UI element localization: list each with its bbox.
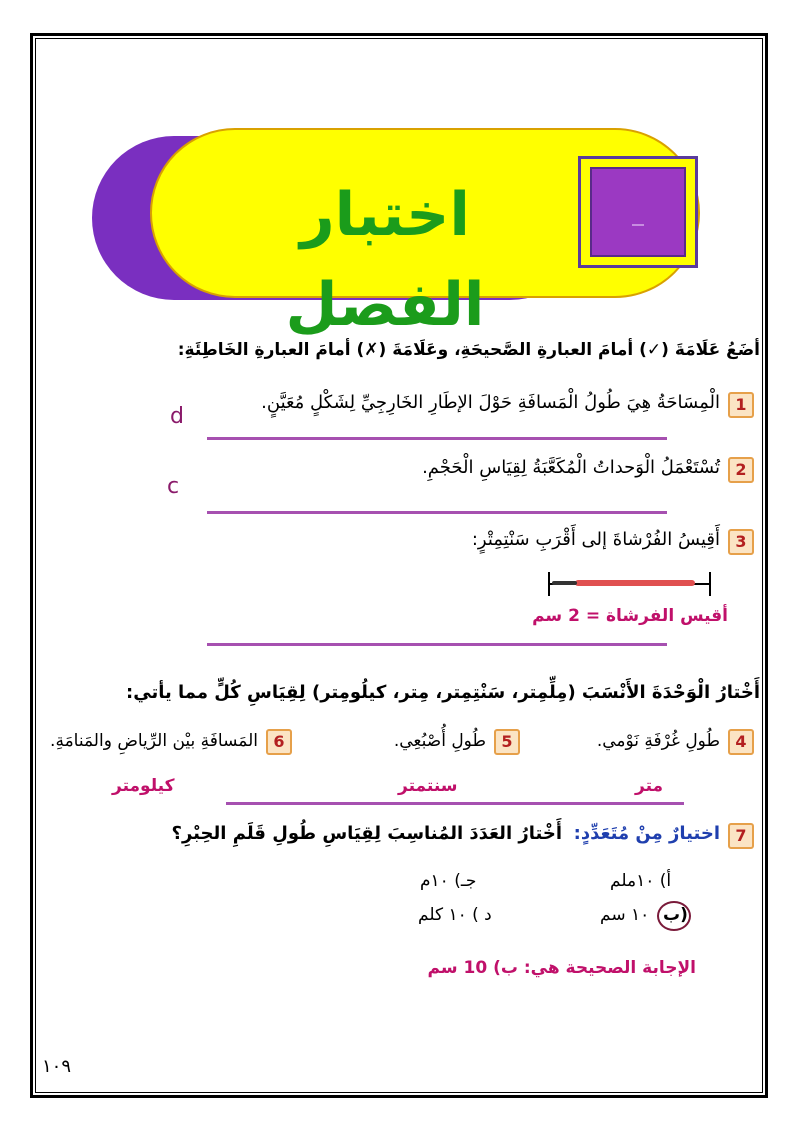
answer-line-2 (207, 511, 667, 514)
question-2-text: تُسْتَعْمَلُ الْوَحداتُ الْمُكَعَّبَةُ لِقِيَاسِ الْحَجْمِ. (422, 457, 720, 478)
question-7-answer: الإجابة الصحيحة هي: ب) 10 سم (427, 958, 696, 978)
true-false-instruction: أضَعُ عَلَامَةَ (✓) أمامَ العبارةِ الصَّحيحَةِ، وعَلَامَةَ (✗) أمامَ العبارةِ الخَاطِئَةِ: (177, 340, 760, 360)
question-5-text: طُولِ أُصْبُعِي. (393, 731, 486, 751)
title-banner-square-inner (590, 167, 686, 257)
question-5-answer: سنتمتر (398, 776, 458, 796)
page-number: ١٠٩ (42, 1056, 72, 1077)
option-c: جـ) ١٠م (420, 871, 477, 891)
answer-line-3 (207, 643, 667, 646)
choose-unit-instruction: أَخْتارُ الْوَحْدَةَ الأَنْسَبَ (مِلِّمِتر، سَنْتِمِتر، مِتر، كيلُومِتر) لِقِيَاسِ كُلٍّ مما يأتي: (126, 682, 760, 703)
question-2-answer: c (167, 474, 180, 499)
question-6-answer: كيلومتر (112, 776, 175, 796)
question-4-number: 4 (728, 729, 754, 755)
question-1-text: الْمِسَاحَةُ هِيَ طُولُ الْمَسافَةِ حَوْلَ الإطَارِ الخَارِجِيِّ لِشَكْلٍ مُعَيَّنٍ. (261, 392, 720, 413)
question-5-number: 5 (494, 729, 520, 755)
paintbrush-handle (575, 580, 695, 586)
question-1-answer: d (170, 404, 184, 429)
measure-tick-left (548, 572, 550, 596)
page-title: اختبار الفصل (285, 180, 485, 340)
question-6-number: 6 (266, 729, 292, 755)
answer-line-units (226, 802, 684, 805)
question-3-number: 3 (728, 529, 754, 555)
option-b-value: ١٠ سم (600, 905, 650, 925)
paintbrush-tip (552, 581, 577, 585)
option-a: أ) ١٠ملم (610, 871, 672, 891)
option-d: د ) ١٠ كلم (418, 905, 492, 925)
answer-line-1 (207, 437, 667, 440)
question-3-answer: أقيس الفرشاة = 2 سم (532, 606, 728, 626)
question-7-number: 7 (728, 823, 754, 849)
question-6-text: المَسافَةِ بيْن الرِّياضِ والمَنامَةِ. (50, 731, 258, 751)
question-7-text: أَخْتارُ العَدَدَ المُناسِبَ لِقِيَاسِ طُولِ قَلَمِ الحِبْرِ؟ (171, 823, 562, 844)
option-b-letter: ب) (663, 905, 688, 925)
question-1-number: 1 (728, 392, 754, 418)
question-2-number: 2 (728, 457, 754, 483)
question-4-text: طُولِ غُرْفَةِ نَوْمي. (596, 731, 720, 751)
question-3-text: أَقِيسُ الفُرْشاةَ إلى أَقْرَبِ سَنْتِمِتْرٍ: (471, 529, 720, 550)
title-banner-mark (632, 224, 644, 226)
question-4-answer: متر (635, 776, 664, 796)
measure-tick-right (709, 572, 711, 596)
question-7-label: اختيارٌ مِنْ مُتَعَدِّدٍ: (573, 823, 720, 844)
